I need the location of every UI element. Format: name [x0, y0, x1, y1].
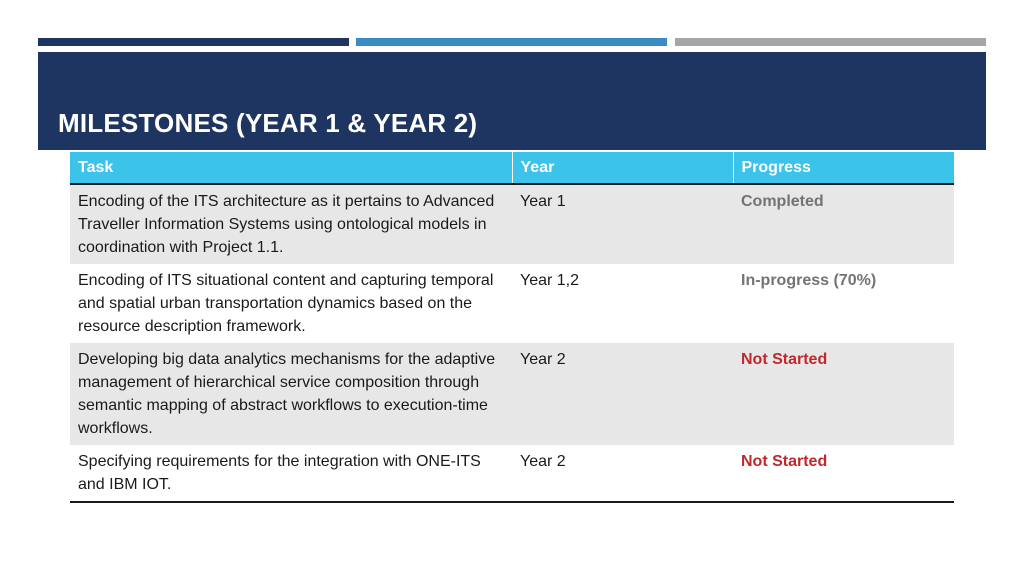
task-cell: Specifying requirements for the integration with ONE-ITS and IBM IOT.	[70, 445, 512, 502]
table-row	[70, 445, 954, 502]
table-header	[70, 152, 954, 184]
header-task: Task	[70, 152, 512, 184]
table-row	[70, 184, 954, 264]
year-cell: Year 1,2	[512, 264, 733, 343]
header-year: Year	[512, 152, 733, 184]
accent-bar-blue	[356, 38, 667, 46]
milestones-table	[70, 152, 954, 503]
accent-bar-navy	[38, 38, 349, 46]
slide-title: MILESTONES (YEAR 1 & YEAR 2)	[58, 108, 478, 138]
table-body	[70, 184, 954, 502]
year-cell: Year 2	[512, 445, 733, 502]
year-cell: Year 1	[512, 184, 733, 264]
year-cell: Year 2	[512, 343, 733, 445]
accent-bar-grey	[675, 38, 986, 46]
progress-status: Not Started	[733, 343, 954, 445]
progress-status: Completed	[733, 184, 954, 264]
table-row	[70, 343, 954, 445]
task-cell: Encoding of ITS situational content and capturing temporal and spatial urban transportation dynamics based on the resource description framework.	[70, 264, 512, 343]
task-cell: Encoding of the ITS architecture as it pertains to Advanced Traveller Information Systems using ontological models in coordination with Project 1.1.	[70, 184, 512, 264]
title-band	[38, 52, 986, 150]
progress-status: In-progress (70%)	[733, 264, 954, 343]
header-progress: Progress	[733, 152, 954, 184]
task-cell: Developing big data analytics mechanisms for the adaptive management of hierarchical service composition through semantic mapping of abstract workflows to execution-time workflows.	[70, 343, 512, 445]
progress-status: Not Started	[733, 445, 954, 502]
header-row	[70, 152, 954, 184]
table-row	[70, 264, 954, 343]
